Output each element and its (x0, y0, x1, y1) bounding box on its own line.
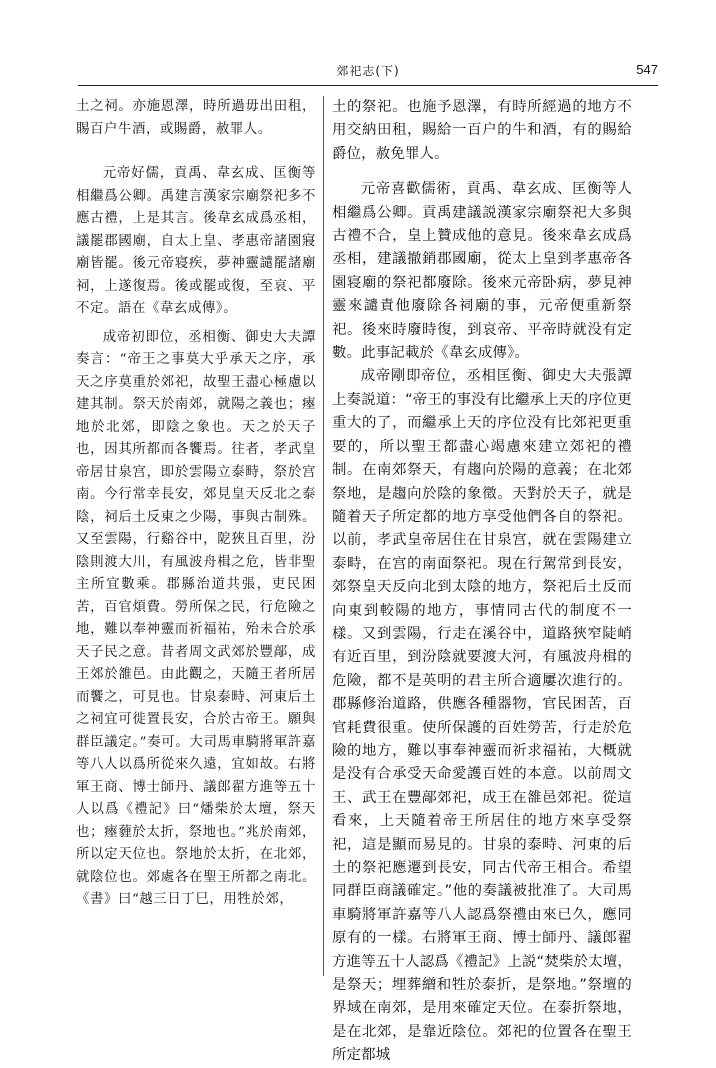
column-divider (323, 96, 324, 976)
header-rule (78, 85, 658, 86)
paragraph-gap (332, 166, 632, 178)
running-title: 郊祀志(下) (336, 64, 400, 78)
classical-paragraph-3: 成帝初即位，丞相衡、御史大夫譚奏言：“帝王之事莫大乎承天之序，承天之序莫重於郊祀，故聖王盡心極慮以建其制。祭天於南郊，就陽之義也；瘞地於北郊，即陰之象也。天之於天子也，因其所都而各饗焉。往者，孝武皇帝居甘泉宫，即於雲陽立泰畤，祭於宫南。今行常幸長安，郊見皇天反北之泰陰，祠后土反東之少陽，事與古制殊。又至雲陽，行谿谷中，阸狹且百里，汾陰則渡大川，有風波舟楫之危，皆非聖主所宜數乘。郡縣治道共張，吏民困苦，百官煩費。勞所保之民，行危險之地，難以奉神靈而祈福祐，殆未合於承天子民之意。昔者周文武郊於豐鄗，成王郊於雒邑。由此觀之，天隨王者所居而饗之，可見也。甘泉泰畤、河東后土之祠宜可徙置長安，合於古帝王。願與群臣議定。”奏可。大司馬車騎將軍許嘉等八人以爲所從來久遠，宜如故。右將軍王商、博士師丹、議郎翟方進等五十人以爲《禮記》曰“燔柴於太壇，祭天也；瘞薶於太折，祭地也。”兆於南郊，所以定天位也。祭地於太折，在北郊，就陰位也。郊處各在聖王所都之南北。《書》曰“越三日丁巳，用牲於郊， (76, 329, 316, 907)
page-number: 547 (636, 62, 658, 77)
translation-paragraph-1: 土的祭祀。也施予恩澤，有時所經過的地方不用交納田租，賜給一百户的牛和酒，有的賜給爵位，赦免罪人。 (332, 99, 632, 162)
classical-paragraph-2: 元帝好儒，貢禹、韋玄成、匡衡等相繼爲公卿。禹建言漢家宗廟祭祀多不應古禮，上是其言。後韋玄成爲丞相，議罷郡國廟，自太上皇、孝惠帝諸園寢廟皆罷。後元帝寝疾，夢神靈譴罷諸廟祠，上遂復焉。後或罷或復，至哀、平不定。語在《韋玄成傳》。 (76, 166, 316, 316)
translation-column (332, 96, 632, 1068)
translation-paragraph-2: 元帝喜歡儒術，貢禹、韋玄成、匡衡等人相繼爲公卿。貢禹建議説漢家宗廟祭祀大多與古禮不合，皇上贊成他的意見。後來韋玄成爲丞相，建議撤銷郡國廟，從太上皇到孝惠帝各園寝廟的祭祀都廢除。後來元帝卧病，夢見神靈來譴責他廢除各祠廟的事，元帝便重新祭祀。後來時廢時復，到哀帝、平帝時就没有定數。此事記載於《韋玄成傳》。 (332, 181, 632, 362)
classical-paragraph-1: 土之祠。亦施恩澤，時所過毋出田租，賜百户牛酒，或賜爵，赦罪人。 (76, 99, 316, 137)
translation-paragraph-3: 成帝剛即帝位，丞相匡衡、御史大夫張譚上奏説道：“帝王的事没有比繼承上天的序位更重大的了，而繼承上天的序位没有比郊祀更重要的，所以聖王都盡心竭慮來建立郊祀的禮制。在南郊祭天，有趨向於陽的意義；在北郊祭地，是趨向於陰的象徵。天對於天子，就是隨着天子所定都的地方享受他們各自的祭祀。以前，孝武皇帝居住在甘泉宫，就在雲陽建立泰畤，在宫的南面祭祀。現在行駕常到長安，郊祭皇天反向北到太陰的地方，祭祀后土反而向東到較陽的地方，事情同古代的制度不一樣。又到雲陽，行走在溪谷中，道路狹窄陡峭有近百里，到汾陰就要渡大河，有風波舟楫的危險，都不是英明的君主所合適屢次進行的。郡縣修治道路，供應各種器物，官民困苦，百官耗費很重。使所保護的百姓勞苦，行走於危險的地方，難以事奉神靈而祈求福祐，大概就是没有合承受天命愛護百姓的本意。以前周文王、武王在豐鄗郊祀，成王在雒邑郊祀。從這看來，上天隨着帝王所居住的地方來享受祭祀，這是顯而易見的。甘泉的泰畤、河東的后土的祭祀應遷到長安，同古代帝王相合。希望同群臣商議確定。”他的奏議被批准了。大司馬車騎將軍許嘉等八人認爲祭禮由來已久，應同原有的一樣。右將軍王商、博士師丹、議郎翟方進等五十人認爲《禮記》上説“焚柴於太壇，是祭天；埋葬繒和牲於泰折，是祭地。”祭壇的界域在南郊，是用來確定天位。在泰折祭地，是在北郊，是靠近陰位。郊祀的位置各在聖王所定都城 (332, 368, 632, 1064)
classical-text-column (76, 96, 316, 912)
page-header (78, 62, 658, 84)
paragraph-gap (76, 141, 316, 163)
